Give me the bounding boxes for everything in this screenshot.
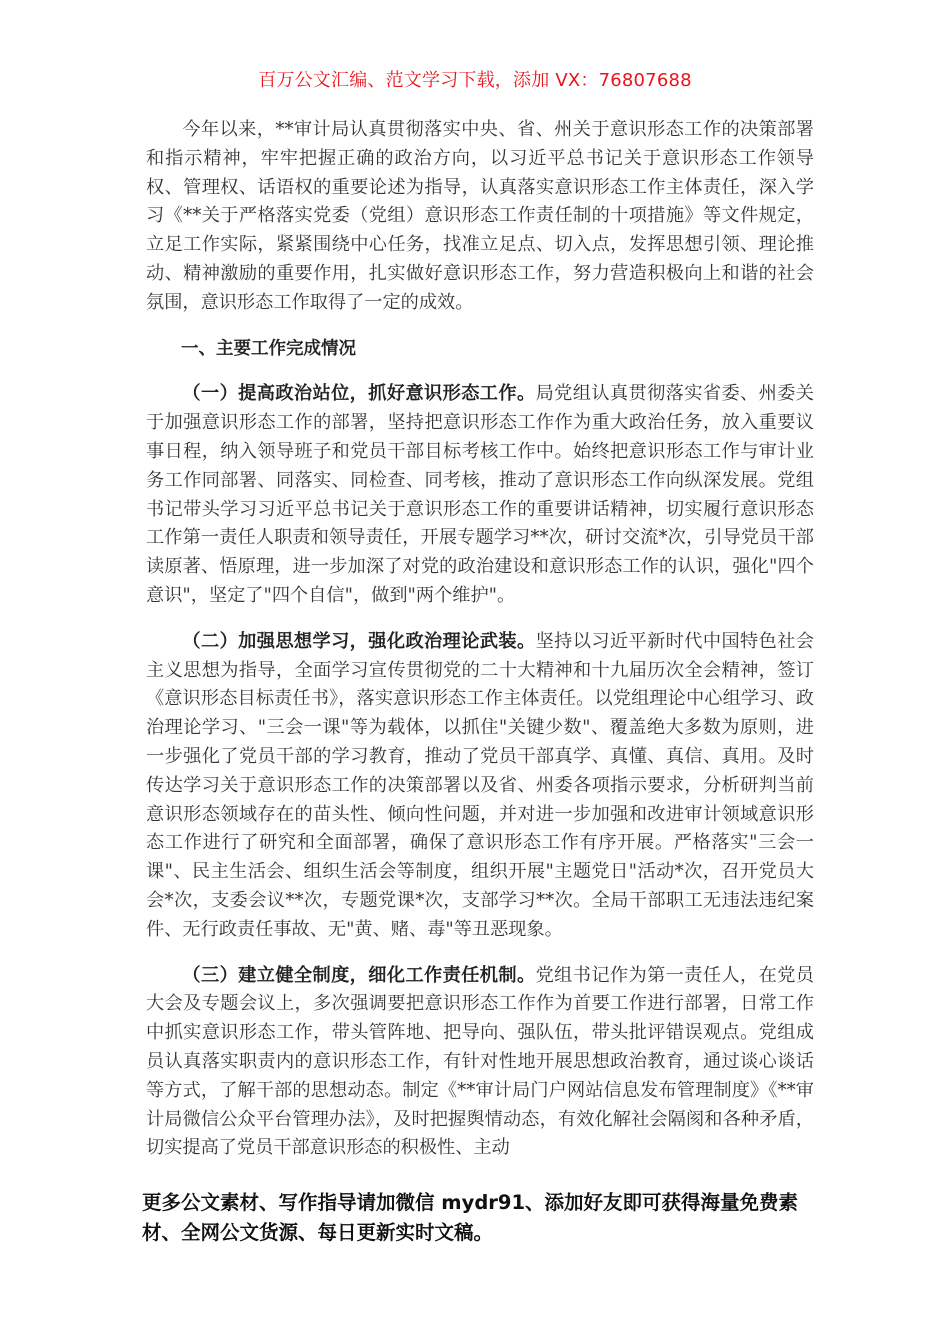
item-paragraph-1	[146, 380, 814, 610]
item-text: 党组书记作为第一责任人，在党员大会及专题会议上，多次强调要把意识形态工作作为首要工作进行部署，日常工作中抓实意识形态工作，带头管阵地、把导向、强队伍，带头批评错误观点。党组成员认真落实职责内的意识形态工作，有针对性地开展思想政治教育，通过谈心谈话等方式，了解干部的思想动态。制定《**审计局门户网站信息发布管理制度》《**审计局微信公众平台管理办法》，及时把握舆情动态，有效化解社会隔阂和各种矛盾，切实提高了党员干部意识形态的积极性、主动	[146, 964, 814, 1159]
item-paragraph-3	[146, 962, 814, 1164]
item-lead: （二）加强思想学习，强化政治理论武装。	[182, 630, 536, 652]
document-body	[146, 116, 814, 1163]
intro-paragraph: 今年以来，**审计局认真贯彻落实中央、省、州关于意识形态工作的决策部署和指示精神，牢牢把握正确的政治方向，以习近平总书记关于意识形态工作领导权、管理权、话语权的重要论述为指导，认真落实意识形态工作主体责任，深入学习《**关于严格落实党委（党组）意识形态工作责任制的十项措施》等文件规定，立足工作实际，紧紧围绕中心任务，找准立足点、切入点，发挥思想引领、理论推动、精神激励的重要作用，扎实做好意识形态工作，努力营造积极向上和谐的社会氛围，意识形态工作取得了一定的成效。	[146, 119, 814, 313]
item-lead: （三）建立健全制度，细化工作责任机制。	[182, 964, 536, 986]
item-text: 局党组认真贯彻落实省委、州委关于加强意识形态工作的部署，坚持把意识形态工作作为重大政治任务，放入重要议事日程，纳入领导班子和党员干部目标考核工作中。始终把意识形态工作与审计业务工作同部署、同落实、同检查、同考核，推动了意识形态工作向纵深发展。党组书记带头学习习近平总书记关于意识形态工作的重要讲话精神，切实履行意识形态工作第一责任人职责和领导责任，开展专题学习**次，研讨交流*次，引导党员干部读原著、悟原理，进一步加深了对党的政治建设和意识形态工作的认识，强化"四个意识"，坚定了"四个自信"，做到"两个维护"。	[146, 383, 814, 606]
item-paragraph-2	[146, 628, 814, 945]
item-lead: （一）提高政治站位，抓好意识形态工作。	[182, 383, 536, 405]
watermark-header: 百万公文汇编、范文学习下载，添加 VX：76807688	[258, 70, 692, 91]
item-text: 坚持以习近平新时代中国特色社会主义思想为指导，全面学习宣传贯彻党的二十大精神和十九届历次全会精神，签订《意识形态目标责任书》，落实意识形态工作主体责任。以党组理论中心组学习、政治理论学习、"三会一课"等为载体，以抓住"关键少数"、覆盖绝大多数为原则，进一步强化了党员干部的学习教育，推动了党员干部真学、真懂、真信、真用。及时传达学习关于意识形态工作的决策部署以及省、州委各项指示要求，分析研判当前意识形态领域存在的苗头性、倾向性问题，并对进一步加强和改进审计领域意识形态工作进行了研究和全面部署，确保了意识形态工作有序开展。严格落实"三会一课"、民主生活会、组织生活会等制度，组织开展"主题党日"活动*次，召开党员大会*次，支委会议**次，专题党课*次，支部学习**次。全局干部职工无违法违纪案件、无行政责任事故、无"黄、赌、毒"等丑恶现象。	[146, 630, 814, 940]
section-heading: 一、主要工作完成情况	[181, 338, 356, 359]
promo-footer: 更多公文素材、写作指导请加微信 mydr91、添加好友即可获得海量免费素材、全网公文货源、每日更新实时文稿。	[142, 1191, 799, 1244]
